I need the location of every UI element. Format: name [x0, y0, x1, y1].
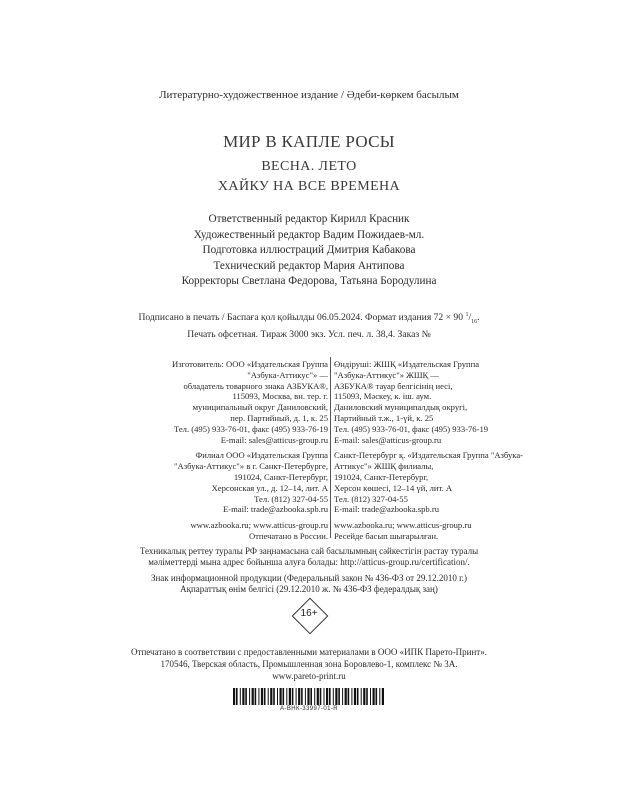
certification-note [0, 546, 618, 568]
age-rating-text: 16+ [300, 608, 318, 619]
info-line: Тел. (495) 933-76-01, факс (495) 933-76-19 [334, 423, 489, 434]
info-line: 191024, Санкт-Петербург, [233, 471, 328, 482]
info-line: "Азбука-Аттикус"» ЖШҚ — [334, 369, 440, 380]
info-line: "Азбука-Аттикус"» — [247, 369, 328, 380]
print-info-line-1: Подписано в печать / Баспаға қол қойылды 06.05.2024. Формат издания 72 × 90 $^1/_{16}$. [138, 312, 480, 326]
book-subtitle-season: ВЕСНА. ЛЕТО [261, 159, 357, 174]
info-line: Санкт-Петербург қ. «Издательская Группа "Азбука- [334, 450, 523, 461]
barcode-icon [233, 688, 385, 705]
info-line: 115093, Москва, вн. тер. г. [232, 391, 328, 402]
info-line: Херсон көшесі, 12–14 үй, лит. А [334, 482, 453, 493]
credits [0, 212, 618, 290]
info-line: Тел. (812) 327-04-55 [254, 493, 328, 504]
info-line: Филиал ООО «Издательская Группа [195, 450, 328, 461]
info-line: Техникалық реттеу туралы РФ заңнамасына сай басылымның сәйкестігін растау туралы [139, 546, 479, 556]
info-line: Отпечатано в России. [248, 530, 328, 541]
info-line: E-mail: sales@atticus-group.ru [220, 434, 328, 445]
column-divider [330, 357, 331, 538]
info-line: Ақпараттық өнім белгісі (29.12.2010 ж. № 436-ФЗ федералдық заң) [180, 584, 438, 594]
info-line: 170546, Тверская область, Промышленная зона Боровлево-1, комплекс № 3А. [160, 659, 458, 669]
print-info [0, 309, 618, 341]
info-line: мәліметтерді мына адрес бойынша алуға болады: http://atticus-group.ru/certification/. [148, 557, 470, 567]
info-line: обладатель товарного знака АЗБУКА®, [183, 380, 328, 391]
credit-line: Технический редактор Мария Антипова [213, 259, 405, 272]
credit-line: Подготовка иллюстраций Дмитрия Кабакова [202, 244, 416, 257]
info-line: Ресейде басып шығарылған. [334, 530, 439, 541]
info-line: 191024, Санкт-Петербург, [334, 471, 429, 482]
barcode-text: А-ВНК-33997-01-R [280, 706, 338, 712]
info-line: Отпечатано в соответствии с предоставленными материалами в ООО «ИПК Парето-Принт». [131, 647, 487, 657]
manufacturer-kz [334, 359, 544, 542]
info-line: "Азбука-Аттикус"» в г. Санкт-Петербурге, [174, 461, 328, 472]
info-line: Тел. (812) 327-04-55 [334, 493, 408, 504]
info-line: E-mail: trade@azbooka.spb.ru [334, 504, 440, 515]
info-product-sign [0, 573, 618, 595]
credit-line: Художественный редактор Вадим Пожидаев-мл. [193, 228, 425, 241]
book-title: МИР В КАПЛЕ РОСЫ [223, 132, 395, 151]
info-line: www.pareto-print.ru [272, 671, 346, 681]
info-line: E-mail: sales@atticus-group.ru [334, 434, 442, 445]
info-line: www.azbooka.ru; www.atticus-group.ru [190, 520, 328, 531]
info-line: пер. Партийный, д. 1, к. 25 [230, 412, 328, 423]
book-subtitle-series: ХАЙКУ НА ВСЕ ВРЕМЕНА [217, 179, 401, 194]
info-line: E-mail: trade@azbooka.spb.ru [222, 504, 328, 515]
info-line: Өндіруші: ЖШҚ «Издательская Группа [334, 359, 480, 369]
manufacturer-ru [160, 359, 328, 542]
info-line: Тел. (495) 933-76-01, факс (495) 933-76-19 [173, 423, 328, 434]
info-line: Даниловский муниципалдық округі, [334, 402, 468, 413]
info-line: Знак информационной продукции (Федеральный закон № 436-ФЗ от 29.12.2010 г.) [150, 573, 468, 583]
info-line: АЗБУКА® тауар белгісінің иесі, [334, 380, 453, 391]
credit-line: Ответственный редактор Кирилл Красник [208, 213, 410, 225]
info-line: муниципальный округ Даниловский, [192, 402, 328, 413]
info-line: 115093, Мәскеу, к. іш. аум. [334, 391, 432, 402]
info-line: www.azbooka.ru; www.atticus-group.ru [334, 520, 472, 531]
age-rating-badge [292, 598, 326, 632]
info-line: Аттикус"» ЖШҚ филиалы, [334, 461, 434, 472]
info-line: Херсонская ул., д. 12–14, лит. А [211, 482, 328, 493]
credit-line: Корректоры Светлана Федорова, Татьяна Бородулина [181, 275, 437, 288]
print-info-line-2: Печать офсетная. Тираж 3000 экз. Усл. печ. л. 38,4. Заказ № [187, 328, 431, 340]
info-line: Изготовитель: ООО «Издательская Группа [172, 359, 328, 369]
edition-type: Литературно-художественное издание / Әдеби-көркем басылым [159, 89, 459, 101]
info-line: Партийный т.ж., 1-үй, к. 25 [334, 412, 434, 423]
printer-info [0, 646, 618, 682]
